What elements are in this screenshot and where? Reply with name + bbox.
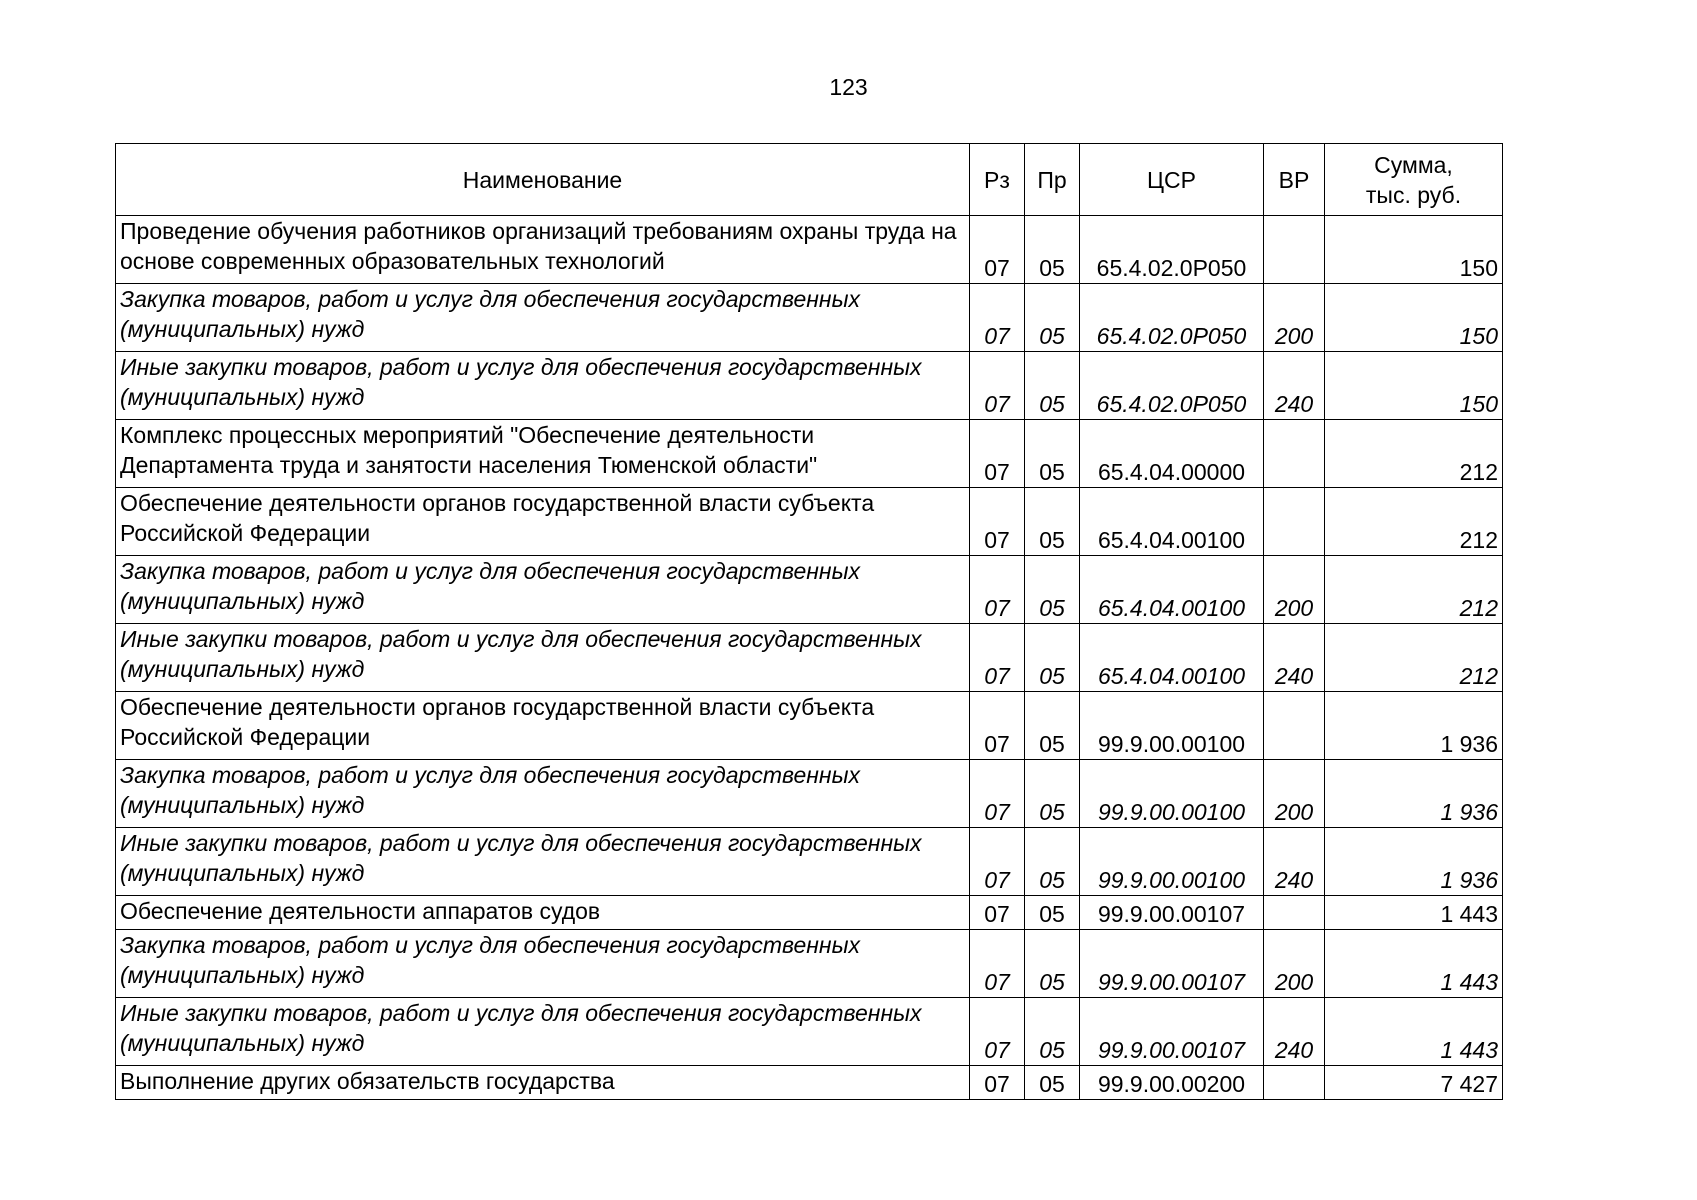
table-row: [116, 998, 1503, 1066]
cell-name: Обеспечение деятельности органов государственной власти субъекта Российской Федерации: [116, 488, 970, 556]
cell-pr: 05: [1025, 930, 1080, 998]
cell-csr: 65.4.02.0Р050: [1080, 284, 1264, 352]
cell-name: Проведение обучения работников организаций требованиям охраны труда на основе современных образовательных технологий: [116, 216, 970, 284]
cell-sum: 150: [1325, 284, 1503, 352]
cell-csr: 99.9.00.00200: [1080, 1066, 1264, 1100]
cell-csr: 65.4.04.00100: [1080, 624, 1264, 692]
budget-table: [115, 143, 1503, 1100]
cell-name: Закупка товаров, работ и услуг для обеспечения государственных (муниципальных) нужд: [116, 760, 970, 828]
header-csr: ЦСР: [1080, 144, 1264, 216]
cell-name: Выполнение других обязательств государства: [116, 1066, 970, 1100]
table-row: [116, 828, 1503, 896]
cell-rz: 07: [970, 1066, 1025, 1100]
cell-vr: [1264, 1066, 1325, 1100]
cell-name: Иные закупки товаров, работ и услуг для обеспечения государственных (муниципальных) нужд: [116, 352, 970, 420]
cell-name: Иные закупки товаров, работ и услуг для обеспечения государственных (муниципальных) нужд: [116, 828, 970, 896]
cell-sum: 1 443: [1325, 896, 1503, 930]
table-row: [116, 692, 1503, 760]
table-row: [116, 624, 1503, 692]
header-name: Наименование: [116, 144, 970, 216]
cell-sum: 212: [1325, 420, 1503, 488]
cell-csr: 65.4.04.00100: [1080, 488, 1264, 556]
table-row: [116, 352, 1503, 420]
cell-sum: 212: [1325, 556, 1503, 624]
cell-sum: 1 443: [1325, 998, 1503, 1066]
cell-sum: 150: [1325, 216, 1503, 284]
cell-vr: 200: [1264, 930, 1325, 998]
table-body: [116, 216, 1503, 1100]
cell-rz: 07: [970, 624, 1025, 692]
cell-rz: 07: [970, 760, 1025, 828]
cell-sum: 1 936: [1325, 828, 1503, 896]
cell-pr: 05: [1025, 352, 1080, 420]
cell-sum: 212: [1325, 624, 1503, 692]
cell-sum: 1 936: [1325, 692, 1503, 760]
table-header-row: [116, 144, 1503, 216]
cell-vr: 240: [1264, 624, 1325, 692]
cell-csr: 65.4.04.00100: [1080, 556, 1264, 624]
cell-rz: 07: [970, 896, 1025, 930]
table-row: [116, 284, 1503, 352]
table-row: [116, 556, 1503, 624]
cell-csr: 65.4.04.00000: [1080, 420, 1264, 488]
cell-vr: 240: [1264, 828, 1325, 896]
cell-csr: 99.9.00.00100: [1080, 692, 1264, 760]
cell-rz: 07: [970, 352, 1025, 420]
cell-rz: 07: [970, 284, 1025, 352]
cell-name: Закупка товаров, работ и услуг для обеспечения государственных (муниципальных) нужд: [116, 930, 970, 998]
cell-rz: 07: [970, 692, 1025, 760]
cell-pr: 05: [1025, 420, 1080, 488]
cell-pr: 05: [1025, 760, 1080, 828]
cell-rz: 07: [970, 998, 1025, 1066]
cell-csr: 65.4.02.0Р050: [1080, 352, 1264, 420]
table-row: [116, 930, 1503, 998]
cell-vr: [1264, 692, 1325, 760]
cell-sum: 1 443: [1325, 930, 1503, 998]
header-rz: Рз: [970, 144, 1025, 216]
cell-csr: 99.9.00.00107: [1080, 998, 1264, 1066]
cell-pr: 05: [1025, 692, 1080, 760]
cell-name: Закупка товаров, работ и услуг для обеспечения государственных (муниципальных) нужд: [116, 284, 970, 352]
cell-pr: 05: [1025, 896, 1080, 930]
cell-vr: [1264, 488, 1325, 556]
cell-vr: [1264, 420, 1325, 488]
cell-name: Иные закупки товаров, работ и услуг для обеспечения государственных (муниципальных) нужд: [116, 624, 970, 692]
table-row: [116, 1066, 1503, 1100]
cell-pr: 05: [1025, 624, 1080, 692]
cell-vr: [1264, 216, 1325, 284]
cell-name: Закупка товаров, работ и услуг для обеспечения государственных (муниципальных) нужд: [116, 556, 970, 624]
header-sum-line1: Сумма,: [1374, 151, 1453, 178]
cell-pr: 05: [1025, 556, 1080, 624]
cell-rz: 07: [970, 828, 1025, 896]
cell-csr: 99.9.00.00107: [1080, 896, 1264, 930]
cell-csr: 65.4.02.0Р050: [1080, 216, 1264, 284]
cell-name: Обеспечение деятельности органов государственной власти субъекта Российской Федерации: [116, 692, 970, 760]
cell-rz: 07: [970, 420, 1025, 488]
cell-pr: 05: [1025, 284, 1080, 352]
table-row: [116, 216, 1503, 284]
table-row: [116, 420, 1503, 488]
cell-sum: 1 936: [1325, 760, 1503, 828]
table-row: [116, 896, 1503, 930]
table-row: [116, 760, 1503, 828]
cell-pr: 05: [1025, 488, 1080, 556]
cell-rz: 07: [970, 930, 1025, 998]
cell-vr: [1264, 896, 1325, 930]
cell-sum: 212: [1325, 488, 1503, 556]
cell-vr: 240: [1264, 352, 1325, 420]
cell-pr: 05: [1025, 828, 1080, 896]
cell-rz: 07: [970, 488, 1025, 556]
cell-csr: 99.9.00.00100: [1080, 828, 1264, 896]
cell-vr: 200: [1264, 556, 1325, 624]
cell-pr: 05: [1025, 216, 1080, 284]
cell-csr: 99.9.00.00107: [1080, 930, 1264, 998]
cell-rz: 07: [970, 556, 1025, 624]
cell-name: Обеспечение деятельности аппаратов судов: [116, 896, 970, 930]
cell-pr: 05: [1025, 998, 1080, 1066]
table-row: [116, 488, 1503, 556]
cell-sum: 150: [1325, 352, 1503, 420]
header-vr: ВР: [1264, 144, 1325, 216]
header-pr: Пр: [1025, 144, 1080, 216]
header-sum: [1325, 144, 1503, 216]
cell-vr: 200: [1264, 284, 1325, 352]
cell-vr: 240: [1264, 998, 1325, 1066]
cell-csr: 99.9.00.00100: [1080, 760, 1264, 828]
header-sum-line2: тыс. руб.: [1365, 181, 1462, 208]
cell-name: Иные закупки товаров, работ и услуг для обеспечения государственных (муниципальных) нужд: [116, 998, 970, 1066]
cell-pr: 05: [1025, 1066, 1080, 1100]
page-number: 123: [829, 74, 868, 100]
cell-vr: 200: [1264, 760, 1325, 828]
cell-sum: 7 427: [1325, 1066, 1503, 1100]
cell-rz: 07: [970, 216, 1025, 284]
cell-name: Комплекс процессных мероприятий "Обеспечение деятельности Департамента труда и занятости населения Тюменской области": [116, 420, 970, 488]
